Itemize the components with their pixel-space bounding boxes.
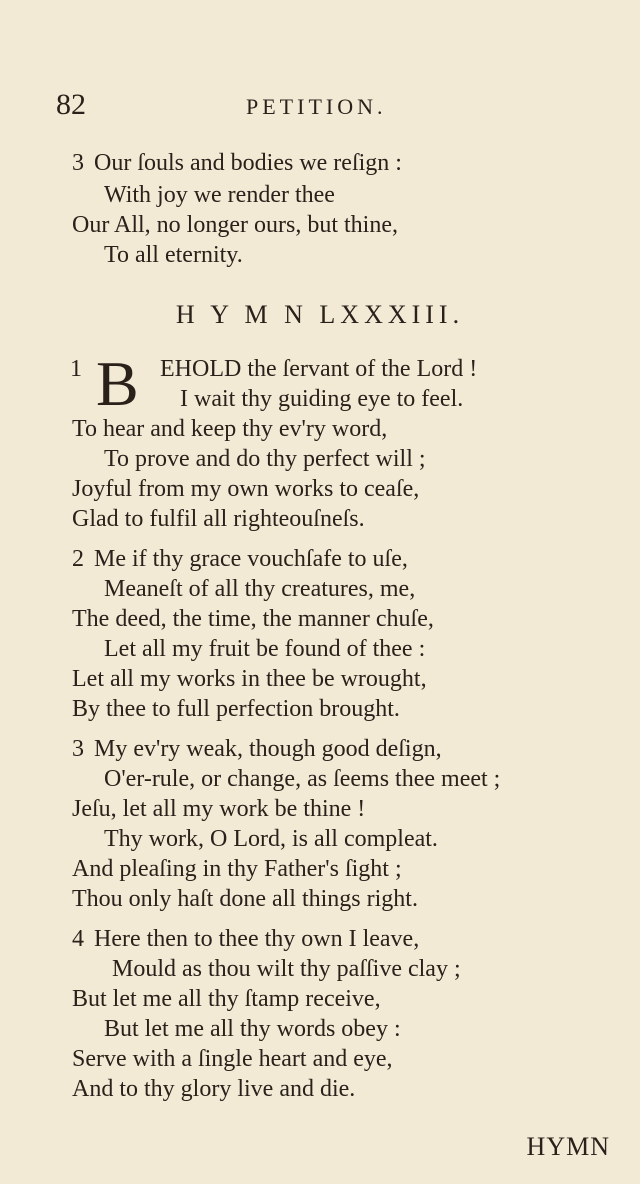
prev-verse-line-4: To all eternity. xyxy=(104,242,243,268)
verse-number: 3 xyxy=(72,736,84,762)
verse-3-line-1: 3 My ev'ry weak, though good deſign, xyxy=(72,736,442,762)
prev-verse-line-3: Our All, no longer ours, but thine, xyxy=(72,212,398,238)
verse-1-line-5: Joyful from my own works to ceaſe, xyxy=(72,476,420,502)
verse-4-line-5: Serve with a ſingle heart and eye, xyxy=(72,1046,393,1072)
verse-4-line-3: But let me all thy ſtamp receive, xyxy=(72,986,381,1012)
drop-cap: B xyxy=(96,348,139,419)
verse-3-line-4: Thy work, O Lord, is all compleat. xyxy=(104,826,438,852)
verse-number: 3 xyxy=(72,150,84,176)
verse-3-line-6: Thou only haſt done all things right. xyxy=(72,886,418,912)
verse-2-line-4: Let all my fruit be found of thee : xyxy=(104,636,426,662)
verse-2-line-3: The deed, the time, the manner chuſe, xyxy=(72,606,434,632)
verse-1-number: 1 xyxy=(70,356,82,382)
verse-3-line-5: And pleaſing in thy Father's ſight ; xyxy=(72,856,402,882)
verse-4-line-4: But let me all thy words obey : xyxy=(104,1016,401,1042)
verse-1-line-1: EHOLD the ſervant of the Lord ! xyxy=(160,356,478,382)
verse-3-line-3: Jeſu, let all my work be thine ! xyxy=(72,796,366,822)
page-number: 82 xyxy=(56,88,86,121)
prev-verse-line-2: With joy we render thee xyxy=(104,182,335,208)
hymn-title: H Y M N LXXXIII. xyxy=(175,300,465,329)
running-title: PETITION. xyxy=(246,94,387,119)
prev-verse-line-1: 3 Our ſouls and bodies we reſign : xyxy=(72,150,402,176)
page-header xyxy=(56,88,616,128)
verse-4-line-2: Mould as thou wilt thy paſſive clay ; xyxy=(112,956,461,982)
verse-1-line-6: Glad to fulfil all righteouſneſs. xyxy=(72,506,365,532)
verse-number: 4 xyxy=(72,926,84,952)
verse-1-line-3: To hear and keep thy ev'ry word, xyxy=(72,416,388,442)
verse-1-line-2: I wait thy guiding eye to feel. xyxy=(180,386,464,412)
verse-2-line-2: Meaneſt of all thy creatures, me, xyxy=(104,576,416,602)
verse-4-line-6: And to thy glory live and die. xyxy=(72,1076,356,1102)
verse-4-line-1: 4 Here then to thee thy own I leave, xyxy=(72,926,420,952)
catchword: HYMN xyxy=(526,1132,610,1161)
verse-1-line-4: To prove and do thy perfect will ; xyxy=(104,446,426,472)
verse-number: 2 xyxy=(72,546,84,572)
verse-2-line-1: 2 Me if thy grace vouchſafe to uſe, xyxy=(72,546,408,572)
verse-2-line-6: By thee to full perfection brought. xyxy=(72,696,400,722)
verse-3-line-2: O'er-rule, or change, as ſeems thee meet ; xyxy=(104,766,501,792)
verse-2-line-5: Let all my works in thee be wrought, xyxy=(72,666,427,692)
